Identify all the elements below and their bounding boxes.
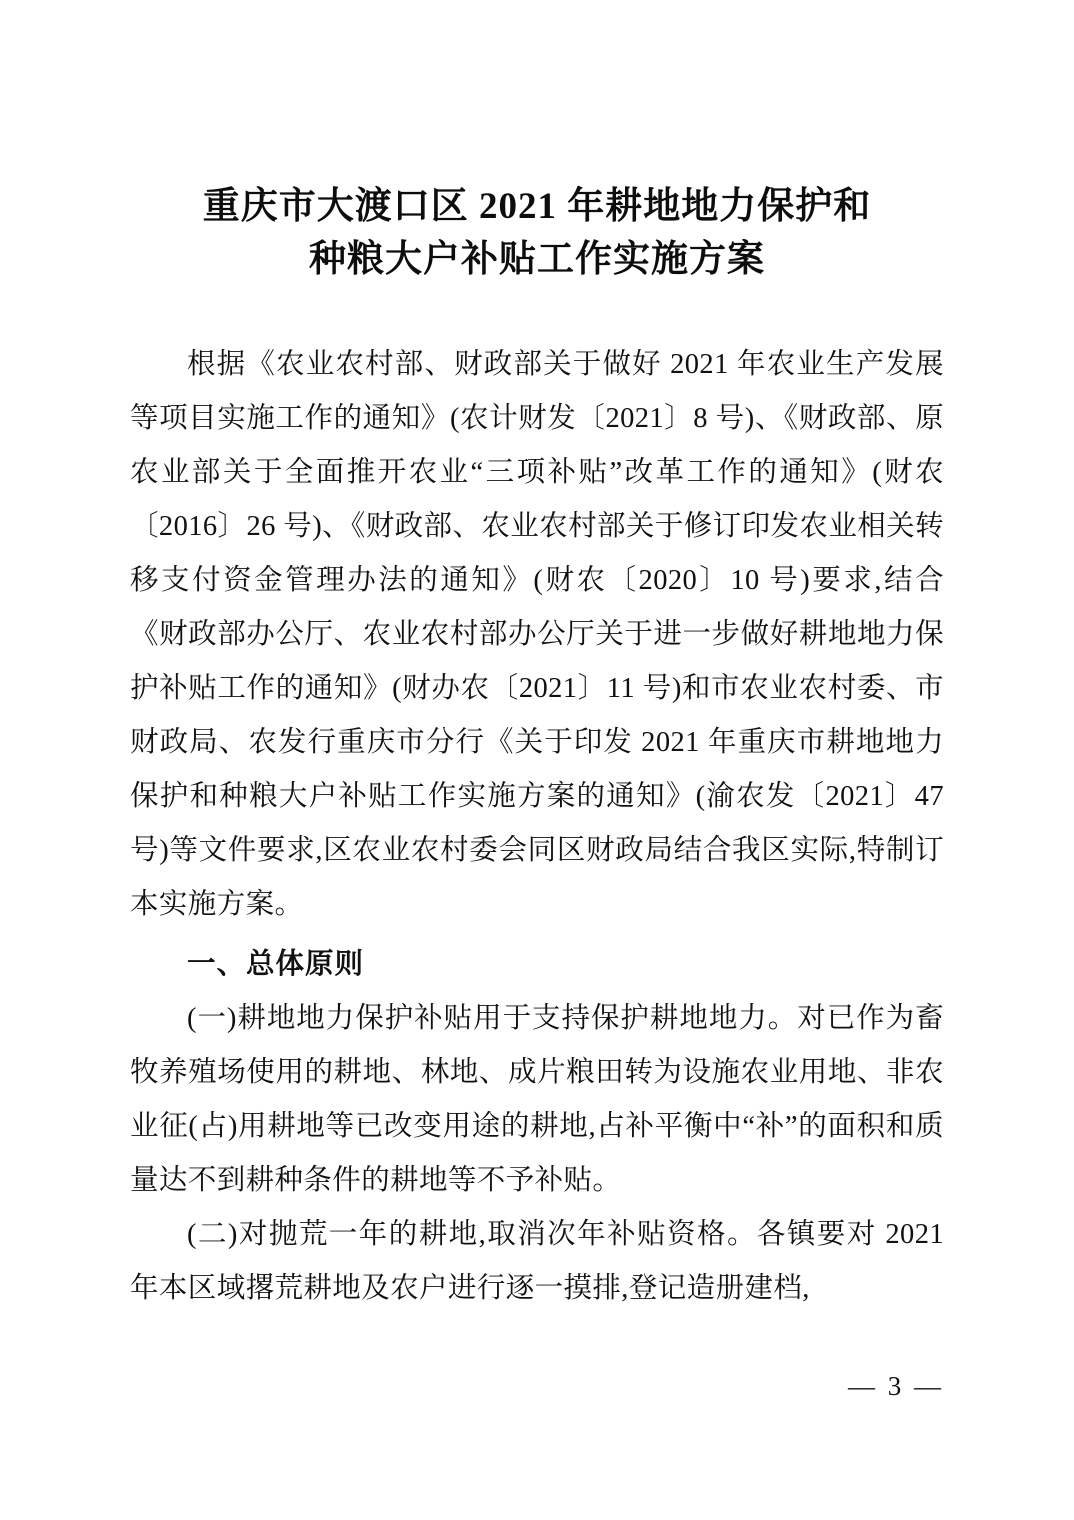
- paragraph-item-2: (二)对抛荒一年的耕地,取消次年补贴资格。各镇要对 2021 年本区域撂荒耕地及农户进行逐一摸排,登记造册建档,: [130, 1219, 944, 1304]
- paragraph-intro: 根据《农业农村部、财政部关于做好 2021 年农业生产发展等项目实施工作的通知》(农计财发〔2021〕8 号)、《财政部、原农业部关于全面推开农业“三项补贴”改革工作的通知》(财农〔2016〕26 号)、《财政部、农业农村部关于修订印发农业相关转移支付资金管理办法的通知》(财农〔2020〕10 号)要求,结合《财政部办公厅、农业农村部办公厅关于进一步做好耕地地力保护补贴工作的通知》(财办农〔2021〕11 号)和市农业农村委、市财政局、农发行重庆市分行《关于印发 2021 年重庆市耕地地力保护和种粮大户补贴工作实施方案的通知》(渝农发〔2021〕47 号)等文件要求,区农业农村委会同区财政局结合我区实际,特制订本实施方案。: [130, 349, 944, 920]
- page-number: — 3 —: [848, 1371, 944, 1401]
- paragraph-item-1: (一)耕地地力保护补贴用于支持保护耕地地力。对已作为畜牧养殖场使用的耕地、林地、成片粮田转为设施农业用地、非农业征(占)用耕地等已改变用途的耕地,占补平衡中“补”的面积和质量达不到耕种条件的耕地等不予补贴。: [130, 1003, 944, 1196]
- page-title-line-2: 种粮大户补贴工作实施方案: [309, 239, 765, 280]
- page-title-line-1: 重庆市大渡口区 2021 年耕地地力保护和: [202, 186, 872, 227]
- page-title: [130, 180, 944, 286]
- section-heading-general-principles: 一、总体原则: [187, 949, 365, 980]
- document-body: [130, 338, 944, 1316]
